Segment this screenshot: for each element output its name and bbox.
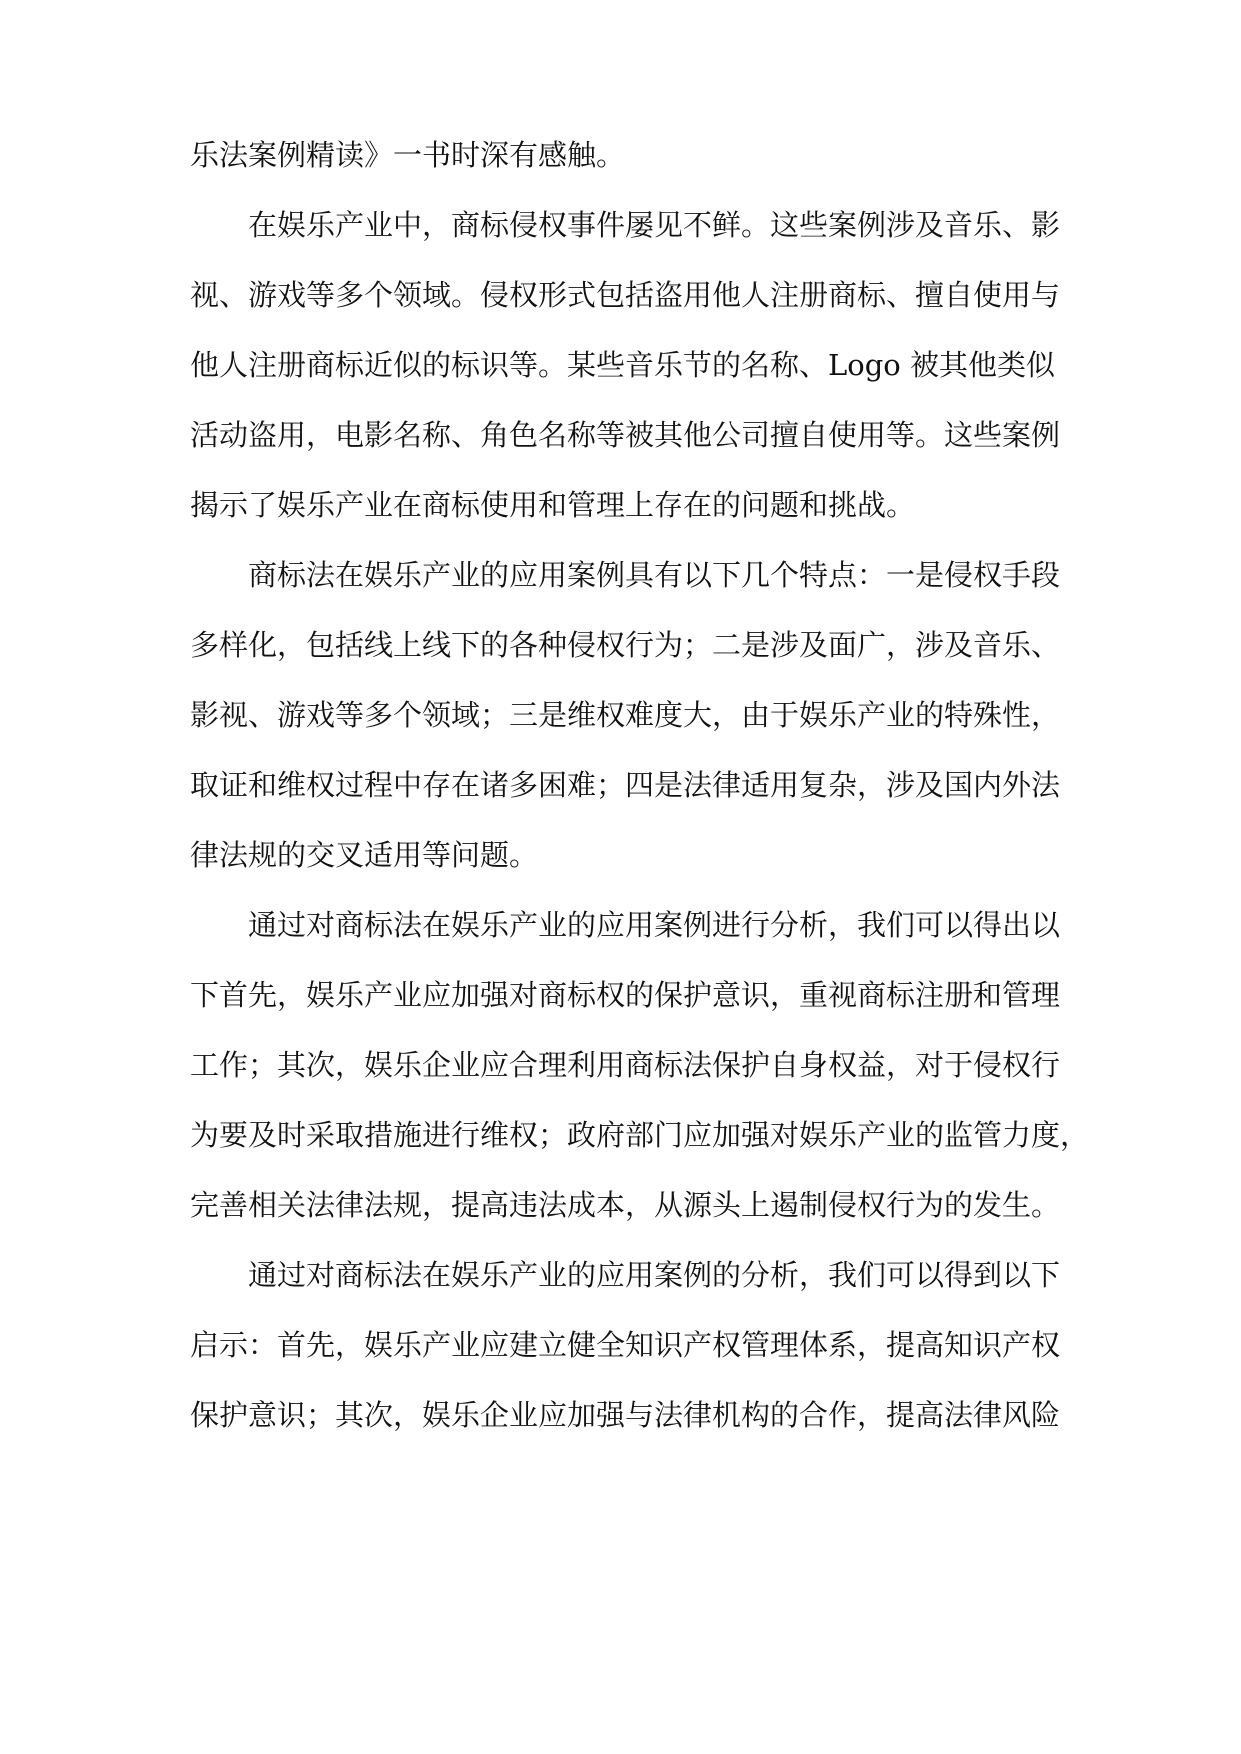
text-line-7: 商标法在娱乐产业的应用案例具有以下几个特点：一是侵权手段 xyxy=(248,558,1061,592)
text-line-11: 律法规的交叉适用等问题。 xyxy=(190,838,539,872)
text-line-2: 在娱乐产业中，商标侵权事件屡见不鲜。这些案例涉及音乐、影 xyxy=(248,208,1061,242)
text-line-3: 视、游戏等多个领域。侵权形式包括盗用他人注册商标、擅自使用与 xyxy=(190,278,1061,312)
text-line-18: 启示：首先，娱乐产业应建立健全知识产权管理体系，提高知识产权 xyxy=(190,1328,1061,1362)
text-line-13: 下首先，娱乐产业应加强对商标权的保护意识，重视商标注册和管理 xyxy=(190,978,1061,1012)
text-line-17: 通过对商标法在娱乐产业的应用案例的分析，我们可以得到以下 xyxy=(248,1258,1061,1292)
text-line-16: 完善相关法律法规，提高违法成本，从源头上遏制侵权行为的发生。 xyxy=(190,1188,1061,1222)
text-line-10: 取证和维权过程中存在诸多困难；四是法律适用复杂，涉及国内外法 xyxy=(190,768,1061,802)
text-line-9: 影视、游戏等多个领域；三是维权难度大，由于娱乐产业的特殊性， xyxy=(190,698,1061,732)
text-line-1: 乐法案例精读》一书时深有感触。 xyxy=(190,138,626,172)
text-line-8: 多样化，包括线上线下的各种侵权行为；二是涉及面广，涉及音乐、 xyxy=(190,628,1061,662)
text-line-6: 揭示了娱乐产业在商标使用和管理上存在的问题和挑战。 xyxy=(190,488,916,522)
text-line-12: 通过对商标法在娱乐产业的应用案例进行分析，我们可以得出以 xyxy=(248,908,1061,942)
text-line-19: 保护意识；其次，娱乐企业应加强与法律机构的合作，提高法律风险 xyxy=(190,1398,1061,1432)
text-line-4: 他人注册商标近似的标识等。某些音乐节的名称、Logo 被其他类似 xyxy=(190,348,1055,382)
text-line-15: 为要及时采取措施进行维权；政府部门应加强对娱乐产业的监管力度， xyxy=(190,1118,1090,1152)
text-line-5: 活动盗用，电影名称、角色名称等被其他公司擅自使用等。这些案例 xyxy=(190,418,1061,452)
text-line-14: 工作；其次，娱乐企业应合理利用商标法保护自身权益，对于侵权行 xyxy=(190,1048,1061,1082)
